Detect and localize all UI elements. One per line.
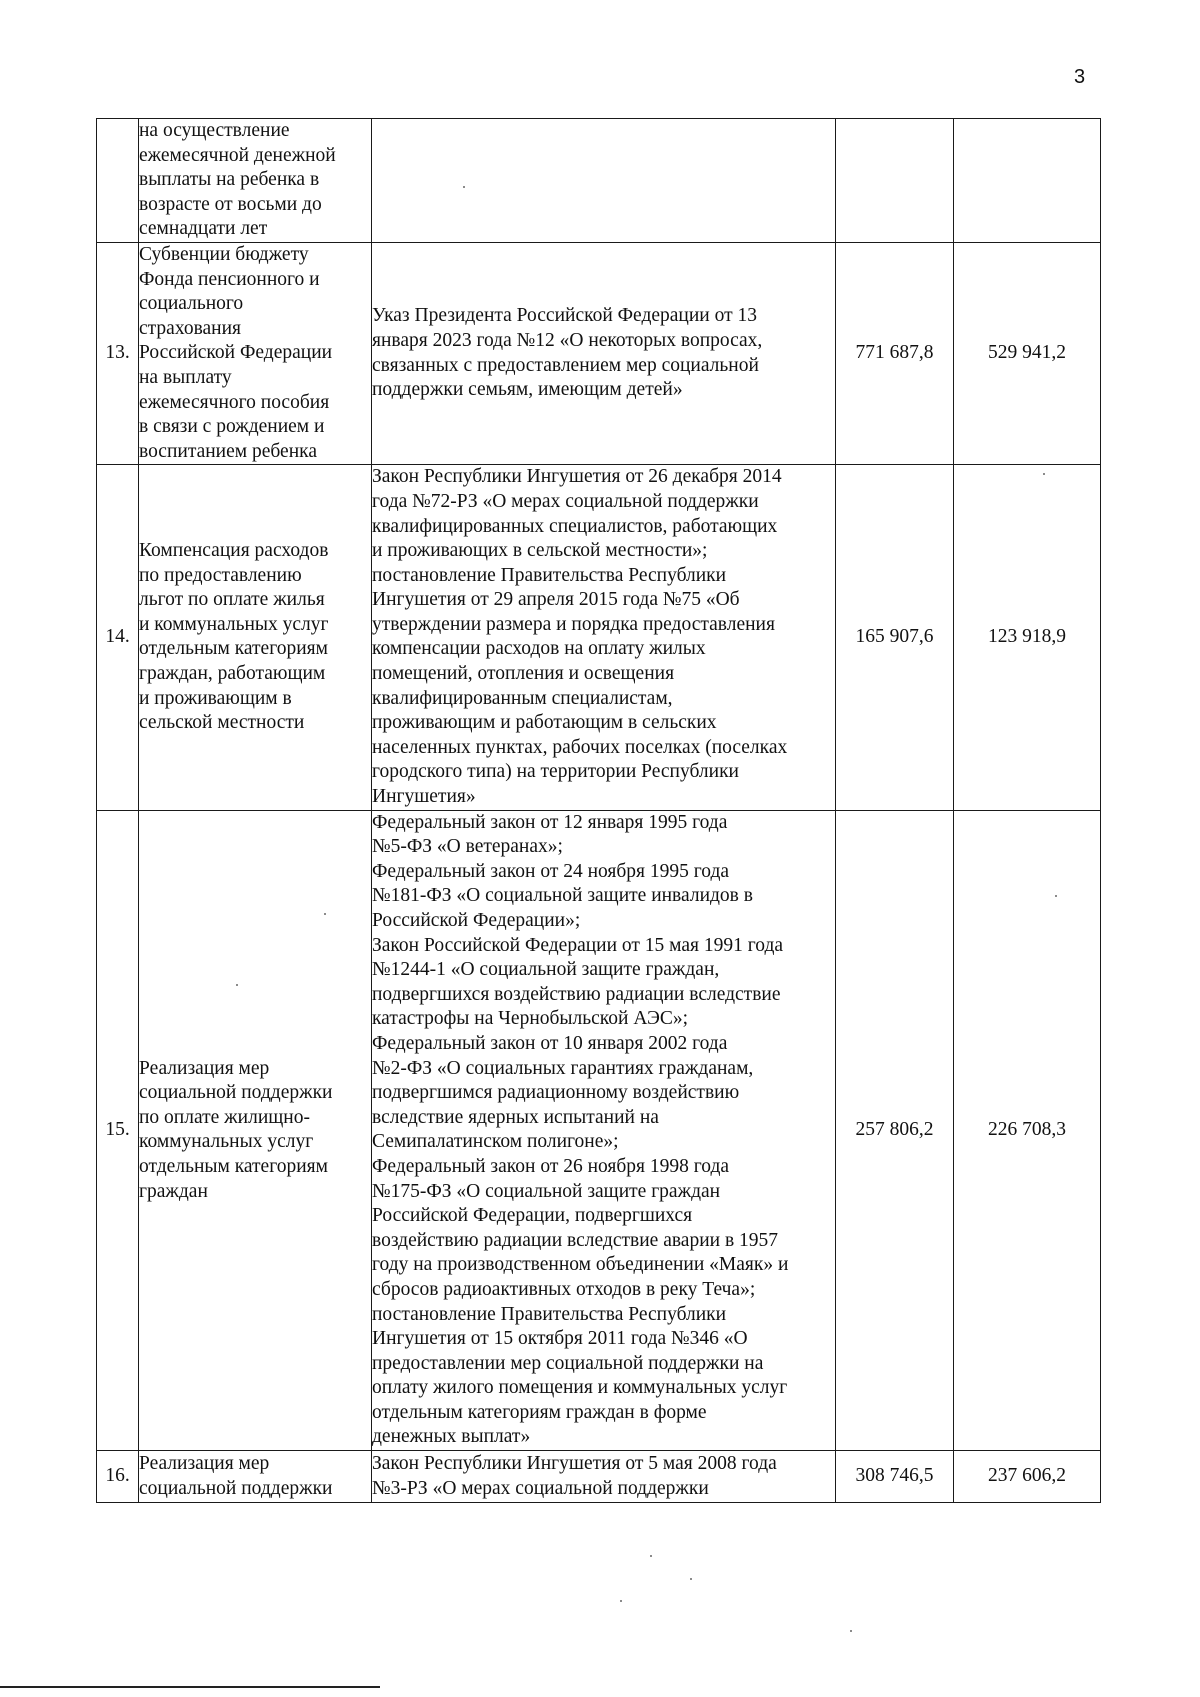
- legal-basis-line: предоставлении мер социальной поддержки на: [372, 1352, 764, 1374]
- scan-speck: [620, 1600, 622, 1602]
- legal-basis-line: №1244-1 «О социальной защите граждан,: [372, 959, 720, 981]
- legal-basis-line: Ингушетия от 29 апреля 2015 года №75 «Об: [372, 589, 740, 611]
- legal-basis-line: Федеральный закон от 12 января 1995 года: [372, 811, 728, 833]
- row-legal-basis: [372, 810, 836, 1450]
- description-line: отдельным категориям: [139, 1155, 328, 1177]
- legal-basis-line: Федеральный закон от 26 ноября 1998 года: [372, 1155, 730, 1177]
- description-line: Реализация мер: [139, 1452, 270, 1474]
- row-legal-basis: [372, 1451, 836, 1503]
- legal-basis-line: января 2023 года №12 «О некоторых вопросах,: [372, 330, 763, 352]
- legal-basis-line: компенсации расходов на оплату жилых: [372, 638, 706, 660]
- legal-basis-line: Федеральный закон от 24 ноября 1995 года: [372, 860, 730, 882]
- legal-basis-line: и проживающих в сельской местности»;: [372, 540, 708, 562]
- legal-basis-line: квалифицированных специалистов, работающих: [372, 515, 778, 537]
- legal-basis-line: Ингушетия от 15 октября 2011 года №346 «О: [372, 1328, 748, 1350]
- description-line: граждан, работающим: [139, 663, 326, 685]
- description-line: семнадцати лет: [139, 218, 268, 240]
- description-line: по предоставлению: [139, 564, 302, 586]
- description-line: коммунальных услуг: [139, 1131, 314, 1153]
- description-line: в связи с рождением и: [139, 416, 325, 438]
- legal-basis-line: Федеральный закон от 10 января 2002 года: [372, 1032, 728, 1054]
- row-legal-basis: [372, 119, 836, 243]
- row-amount-2: 237 606,2: [954, 1451, 1101, 1503]
- description-line: воспитанием ребенка: [139, 440, 317, 462]
- description-line: отдельным категориям: [139, 638, 328, 660]
- budget-table: [96, 118, 1101, 1503]
- scan-speck: [650, 1555, 652, 1557]
- legal-basis-line: Российской Федерации»;: [372, 910, 581, 931]
- row-description: [139, 810, 372, 1450]
- legal-basis-line: Указ Президента Российской Федерации от 13: [372, 305, 758, 327]
- description-line: сельской местности: [139, 712, 305, 734]
- scan-edge-line: [0, 1686, 380, 1688]
- legal-basis-line: №2-ФЗ «О социальных гарантиях гражданам,: [372, 1057, 754, 1079]
- description-line: на осуществление: [139, 120, 290, 141]
- legal-basis-line: подвергшимся радиационному воздействию: [372, 1082, 740, 1104]
- legal-basis-line: №3-РЗ «О мерах социальной поддержки: [372, 1477, 709, 1499]
- scan-speck: [1043, 473, 1045, 475]
- legal-basis-line: поддержки семьям, имеющим детей»: [372, 379, 683, 401]
- description-line: возрасте от восьми до: [139, 193, 322, 215]
- row-number: 13.: [97, 242, 139, 464]
- row-amount-1: 165 907,6: [836, 465, 954, 810]
- scan-speck: [850, 1630, 852, 1632]
- row-description: [139, 119, 372, 243]
- legal-basis-line: квалифицированным специалистам,: [372, 687, 673, 709]
- description-line: Субвенции бюджету: [139, 243, 309, 265]
- description-line: Компенсация расходов: [139, 540, 329, 562]
- legal-basis-line: проживающим и работающим в сельских: [372, 712, 717, 734]
- row-number: 14.: [97, 465, 139, 810]
- row-number: 15.: [97, 810, 139, 1450]
- scan-speck: [1055, 895, 1057, 897]
- description-line: социальной поддержки: [139, 1477, 333, 1499]
- description-line: ежемесячной денежной: [139, 144, 336, 166]
- legal-basis-line: населенных пунктах, рабочих поселках (поселках: [372, 736, 788, 758]
- scan-speck: [236, 984, 238, 986]
- legal-basis-line: городского типа) на территории Республики: [372, 761, 739, 783]
- description-line: Российской Федерации: [139, 342, 333, 364]
- legal-basis-line: №5-ФЗ «О ветеранах»;: [372, 836, 563, 858]
- scan-speck: [463, 186, 465, 188]
- row-amount-1: [836, 119, 954, 243]
- legal-basis-line: Семипалатинском полигоне»;: [372, 1131, 619, 1153]
- legal-basis-line: постановление Правительства Республики: [372, 564, 727, 586]
- description-line: и проживающим в: [139, 687, 292, 709]
- row-legal-basis: [372, 242, 836, 464]
- description-line: социального: [139, 293, 244, 315]
- description-line: и коммунальных услуг: [139, 613, 329, 635]
- description-line: Фонда пенсионного и: [139, 268, 320, 290]
- legal-basis-line: Ингушетия»: [372, 786, 476, 808]
- description-line: на выплату: [139, 366, 232, 388]
- description-line: социальной поддержки: [139, 1082, 333, 1104]
- description-line: страхования: [139, 317, 242, 339]
- row-amount-2: [954, 119, 1101, 243]
- description-line: выплаты на ребенка в: [139, 169, 320, 191]
- table-row: [97, 242, 1101, 464]
- row-description: [139, 465, 372, 810]
- table-row: [97, 1451, 1101, 1503]
- legal-basis-line: года №72-РЗ «О мерах социальной поддержки: [372, 490, 759, 512]
- legal-basis-line: году на производственном объединении «Маяк» и: [372, 1254, 789, 1276]
- page-number: 3: [1074, 66, 1086, 88]
- legal-basis-line: вследствие ядерных испытаний на: [372, 1106, 659, 1128]
- legal-basis-line: Закон Российской Федерации от 15 мая 1991 года: [372, 934, 784, 956]
- scan-speck: [690, 1578, 692, 1580]
- row-number: 16.: [97, 1451, 139, 1503]
- description-line: льгот по оплате жилья: [139, 589, 325, 611]
- row-amount-2: 123 918,9: [954, 465, 1101, 810]
- legal-basis-line: №181-ФЗ «О социальной защите инвалидов в: [372, 885, 753, 907]
- legal-basis-line: Российской Федерации, подвергшихся: [372, 1205, 693, 1227]
- row-description: [139, 1451, 372, 1503]
- description-line: по оплате жилищно-: [139, 1106, 310, 1128]
- description-line: Реализация мер: [139, 1057, 270, 1079]
- row-amount-2: 529 941,2: [954, 242, 1101, 464]
- row-number: [97, 119, 139, 243]
- legal-basis-line: воздействию радиации вследствие аварии в 1957: [372, 1229, 779, 1251]
- legal-basis-line: Закон Республики Ингушетия от 5 мая 2008 года: [372, 1452, 777, 1474]
- legal-basis-line: катастрофы на Чернобыльской АЭС»;: [372, 1008, 688, 1030]
- row-amount-1: 257 806,2: [836, 810, 954, 1450]
- description-line: ежемесячного пособия: [139, 391, 330, 413]
- table-row: [97, 810, 1101, 1450]
- row-legal-basis: [372, 465, 836, 810]
- legal-basis-line: Закон Республики Ингушетия от 26 декабря 2014: [372, 466, 782, 488]
- description-line: граждан: [139, 1180, 208, 1202]
- row-amount-1: 308 746,5: [836, 1451, 954, 1503]
- legal-basis-line: денежных выплат»: [372, 1426, 531, 1448]
- legal-basis-line: сбросов радиоактивных отходов в реку Теча»;: [372, 1278, 756, 1300]
- legal-basis-line: оплату жилого помещения и коммунальных услуг: [372, 1377, 788, 1399]
- row-amount-1: 771 687,8: [836, 242, 954, 464]
- legal-basis-line: подвергшихся воздействию радиации вследствие: [372, 983, 781, 1005]
- legal-basis-line: №175-ФЗ «О социальной защите граждан: [372, 1180, 721, 1202]
- row-amount-2: 226 708,3: [954, 810, 1101, 1450]
- scan-speck: [324, 913, 326, 915]
- legal-basis-line: постановление Правительства Республики: [372, 1303, 727, 1325]
- table-row: [97, 119, 1101, 243]
- table-row: [97, 465, 1101, 810]
- legal-basis-line: помещений, отопления и освещения: [372, 663, 675, 685]
- legal-basis-line: отдельным категориям граждан в форме: [372, 1401, 707, 1423]
- legal-basis-line: утверждении размера и порядка предоставления: [372, 613, 775, 635]
- row-description: [139, 242, 372, 464]
- legal-basis-line: связанных с предоставлением мер социальной: [372, 354, 759, 376]
